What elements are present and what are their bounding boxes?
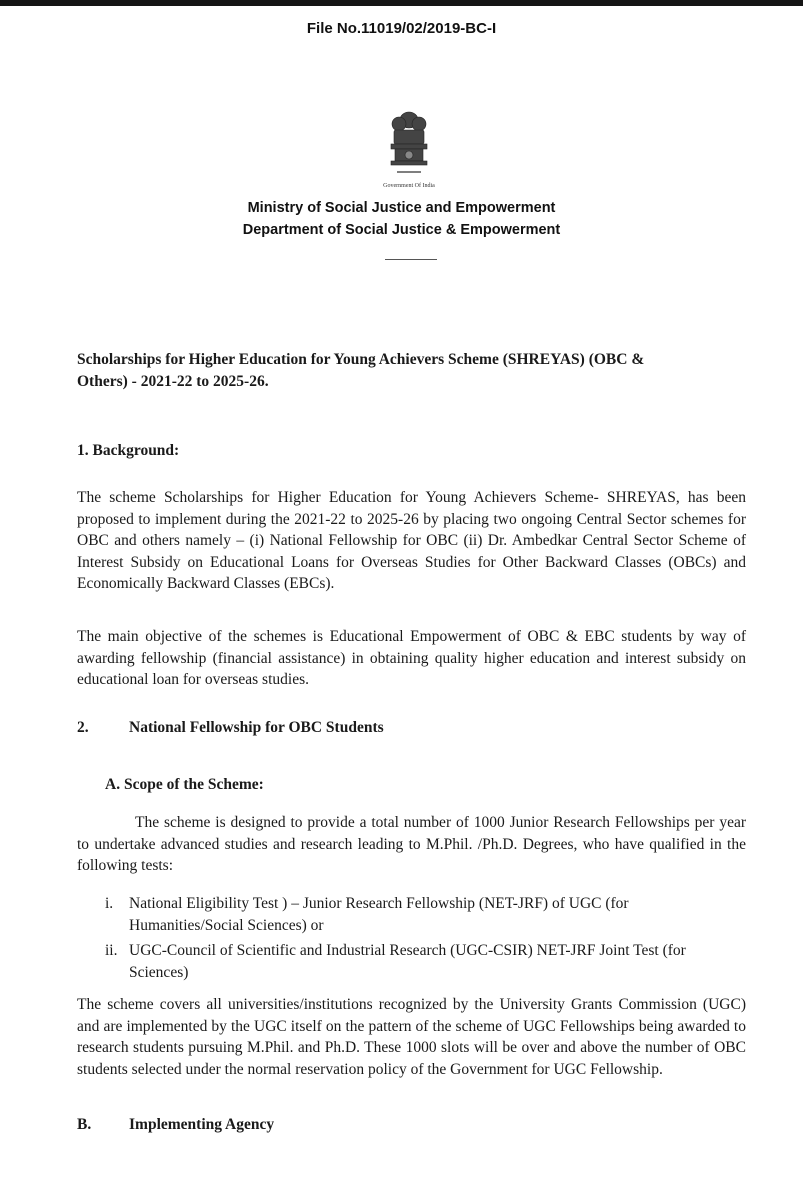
emblem-caption: Government Of India (383, 183, 435, 189)
list-marker: i. (105, 895, 114, 912)
coverage-paragraph: The scheme covers all universities/institutions recognized by the University Grants Commission (UGC) and are implemented by the UGC itself on the pattern of the scheme of UGC Fellowships being awarded to research students pursuing M.Phil. and Ph.D. These 1000 slots will be over and above the number of OBC students selected under the normal reservation policy of the Government for UGC Fellowship. (77, 996, 746, 1078)
section-b-heading (77, 1114, 477, 1136)
section-b-title: Implementing Agency (129, 1116, 275, 1133)
qualifying-tests-list (105, 893, 745, 987)
scheme-title (77, 349, 746, 392)
section-2-heading (77, 717, 477, 739)
ministry-name: Ministry of Social Justice and Empowerment (247, 200, 556, 216)
scheme-title-line-2: Others) - 2021-22 to 2025-26. (77, 372, 269, 390)
file-number: File No.11019/02/2019-BC-I (306, 20, 497, 37)
list-item (105, 893, 745, 936)
list-item-text: UGC-Council of Scientific and Industrial Research (UGC-CSIR) NET-JRF Joint Test (for Sciences) (129, 942, 686, 981)
scope-heading: A. Scope of the Scheme: (105, 776, 264, 793)
list-item (105, 940, 745, 983)
section-2-number: 2. (77, 719, 89, 736)
top-edge-bar (0, 0, 803, 6)
list-item-text: National Eligibility Test ) – Junior Research Fellowship (NET-JRF) of UGC (for Humanities/Social Sciences) or (129, 895, 629, 934)
background-heading: 1. Background: (77, 442, 180, 459)
section-2-title: National Fellowship for OBC Students (129, 719, 384, 736)
background-paragraph-2: The main objective of the schemes is Educational Empowerment of OBC & EBC students by way of awarding fellowship (financial assistance) in obtaining quality higher education and interest subsidy on educational loan for overseas studies. (77, 628, 746, 688)
department-name: Department of Social Justice & Empowerment (242, 222, 561, 238)
national-emblem-icon (379, 106, 439, 192)
scope-paragraph (77, 812, 746, 877)
scope-paragraph-text: The scheme is designed to provide a total number of 1000 Junior Research Fellowships per year to undertake advanced studies and research leading to M.Phil. /Ph.D. Degrees, who have qualified in the following tests: (77, 814, 746, 874)
background-paragraph-1: The scheme Scholarships for Higher Education for Young Achievers Scheme- SHREYAS, has been proposed to implement during the 2021-22 to 2025-26 by placing two ongoing Central Sector schemes for OBC and others namely – (i) National Fellowship for OBC (ii) Dr. Ambedkar Central Sector Scheme of Interest Subsidy on Educational Loans for Overseas Studies for Other Backward Classes (OBCs) and Economically Backward Classes (EBCs). (77, 489, 746, 592)
scheme-title-line-1: Scholarships for Higher Education for Young Achievers Scheme (SHREYAS) (OBC & (77, 351, 645, 368)
section-b-number: B. (77, 1116, 92, 1133)
header-divider (385, 259, 437, 260)
list-marker: ii. (105, 942, 118, 959)
